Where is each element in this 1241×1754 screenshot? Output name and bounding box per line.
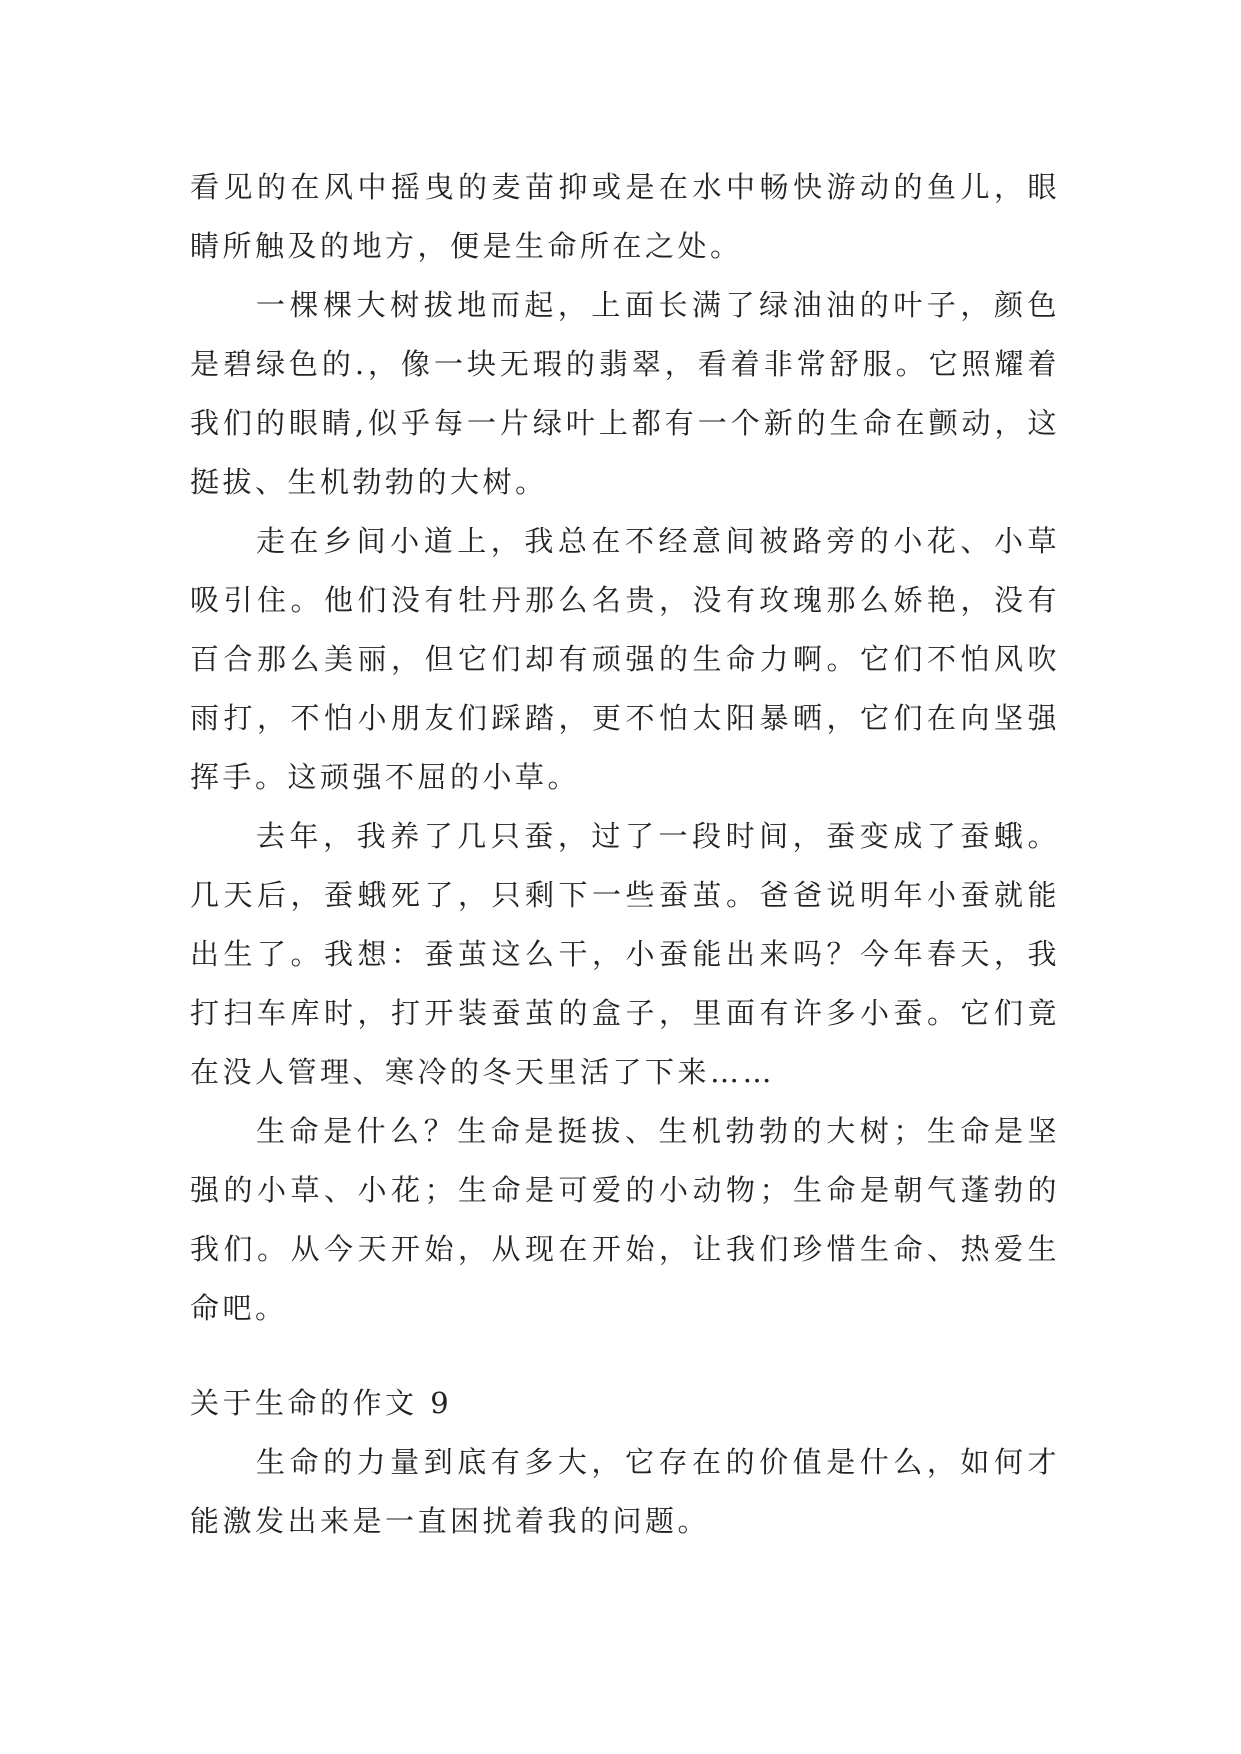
paragraph-1: 看见的在风中摇曳的麦苗抑或是在水中畅快游动的鱼儿，眼睛所触及的地方，便是生命所在之处。	[190, 170, 1060, 263]
paragraph-2: 一棵棵大树拔地而起，上面长满了绿油油的叶子，颜色是碧绿色的.，像一块无瑕的翡翠，看着非常舒服。它照耀着我们的眼睛,似乎每一片绿叶上都有一个新的生命在颤动，这挺拔、生机勃勃的大树。	[190, 288, 1060, 499]
document-body	[190, 158, 1060, 1551]
paragraph-5: 生命是什么？生命是挺拔、生机勃勃的大树；生命是坚强的小草、小花；生命是可爱的小动物；生命是朝气蓬勃的我们。从今天开始，从现在开始，让我们珍惜生命、热爱生命吧。	[190, 1114, 1060, 1325]
section-heading: 关于生命的作文 9	[190, 1386, 453, 1420]
paragraph-3: 走在乡间小道上，我总在不经意间被路旁的小花、小草吸引住。他们没有牡丹那么名贵，没有玫瑰那么娇艳，没有百合那么美丽，但它们却有顽强的生命力啊。它们不怕风吹雨打，不怕小朋友们踩踏，更不怕太阳暴晒，它们在向坚强挥手。这顽强不屈的小草。	[190, 524, 1060, 794]
paragraph-6: 生命的力量到底有多大，它存在的价值是什么，如何才能激发出来是一直困扰着我的问题。	[190, 1445, 1060, 1538]
paragraph-4: 去年，我养了几只蚕，过了一段时间，蚕变成了蚕蛾。几天后，蚕蛾死了，只剩下一些蚕茧。爸爸说明年小蚕就能出生了。我想：蚕茧这么干，小蚕能出来吗？今年春天，我打扫车库时，打开装蚕茧的盒子，里面有许多小蚕。它们竟在没人管理、寒冷的冬天里活了下来……	[190, 819, 1060, 1089]
